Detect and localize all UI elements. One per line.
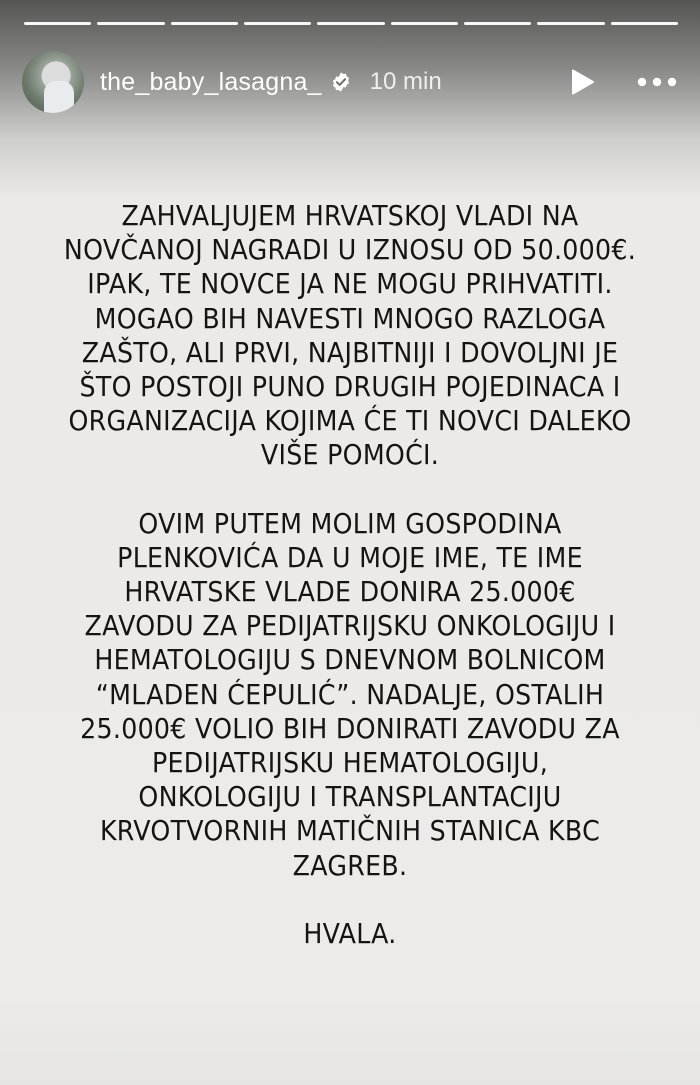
text-line: ZAHVALJUJEM HRVATSKOJ VLADI NA xyxy=(121,201,579,232)
progress-segment xyxy=(97,22,164,25)
text-line: IPAK, TE NOVCE JA NE MOGU PRIHVATITI. xyxy=(87,269,613,301)
progress-segment xyxy=(611,22,678,25)
text-line: MOGAO BIH NAVESTI MNOGO RAZLOGA xyxy=(94,303,606,335)
text-line: HRVATSKE VLADE DONIRA 25.000€ xyxy=(124,577,576,609)
text-line: KRVOTVORNIH MATIČNIH STANICA KBC xyxy=(99,816,601,848)
story-paragraph-1 xyxy=(43,200,657,474)
text-line: ŠTO POSTOJI PUNO DRUGIH POJEDINACA I xyxy=(79,372,621,404)
text-line: VIŠE POMOĆI. xyxy=(260,440,440,472)
avatar[interactable] xyxy=(22,51,84,113)
story-text xyxy=(43,200,657,986)
text-line: PLENKOVIĆA DA U MOJE IME, TE IME xyxy=(117,542,583,574)
story-progress-bar xyxy=(24,22,678,25)
avatar-figure xyxy=(44,81,74,113)
text-line: ZAGREB. xyxy=(292,850,408,882)
text-line: OVIM PUTEM MOLIM GOSPODINA xyxy=(138,508,562,540)
more-options-icon xyxy=(637,77,677,87)
progress-segment xyxy=(391,22,458,25)
text-line: ZAVODU ZA PEDIJATRIJSKU ONKOLOGIJU I xyxy=(84,611,616,643)
text-line: HVALA. xyxy=(303,918,397,950)
text-line: ORGANIZACIJA KOJIMA ĆE TI NOVCI DALEKO xyxy=(68,406,632,438)
play-icon xyxy=(570,68,596,96)
text-line: HEMATOLOGIJU S DNEVNOM BOLNICOM xyxy=(94,645,606,677)
username[interactable]: the_baby_lasagna_ xyxy=(100,67,322,96)
text-line: ONKOLOGIJU I TRANSPLANTACIJU xyxy=(138,782,562,814)
story-header xyxy=(22,50,678,114)
text-line: PEDIJATRIJSKU HEMATOLOGIJU, xyxy=(151,748,549,780)
progress-segment xyxy=(244,22,311,25)
progress-segment xyxy=(537,22,604,25)
play-button[interactable] xyxy=(568,67,598,97)
progress-segment xyxy=(171,22,238,25)
progress-segment xyxy=(317,22,384,25)
text-line: 25.000€ VOLIO BIH DONIRATI ZAVODU ZA xyxy=(80,713,620,745)
progress-segment xyxy=(464,22,531,25)
text-line: “MLADEN ĆEPULIĆ”. NADALJE, OSTALIH xyxy=(95,679,605,711)
progress-segment xyxy=(24,22,91,25)
story-paragraph-3 xyxy=(43,918,657,952)
verified-badge-icon xyxy=(330,71,352,93)
text-line: NOVČANOJ NAGRADI U IZNOSU OD 50.000€. xyxy=(63,235,637,267)
post-time: 10 min xyxy=(369,68,442,95)
more-options-button[interactable] xyxy=(636,67,678,97)
story-paragraph-2 xyxy=(43,508,657,884)
text-line: ZAŠTO, ALI PRVI, NAJBITNIJI I DOVOLJNI JE xyxy=(81,337,619,369)
